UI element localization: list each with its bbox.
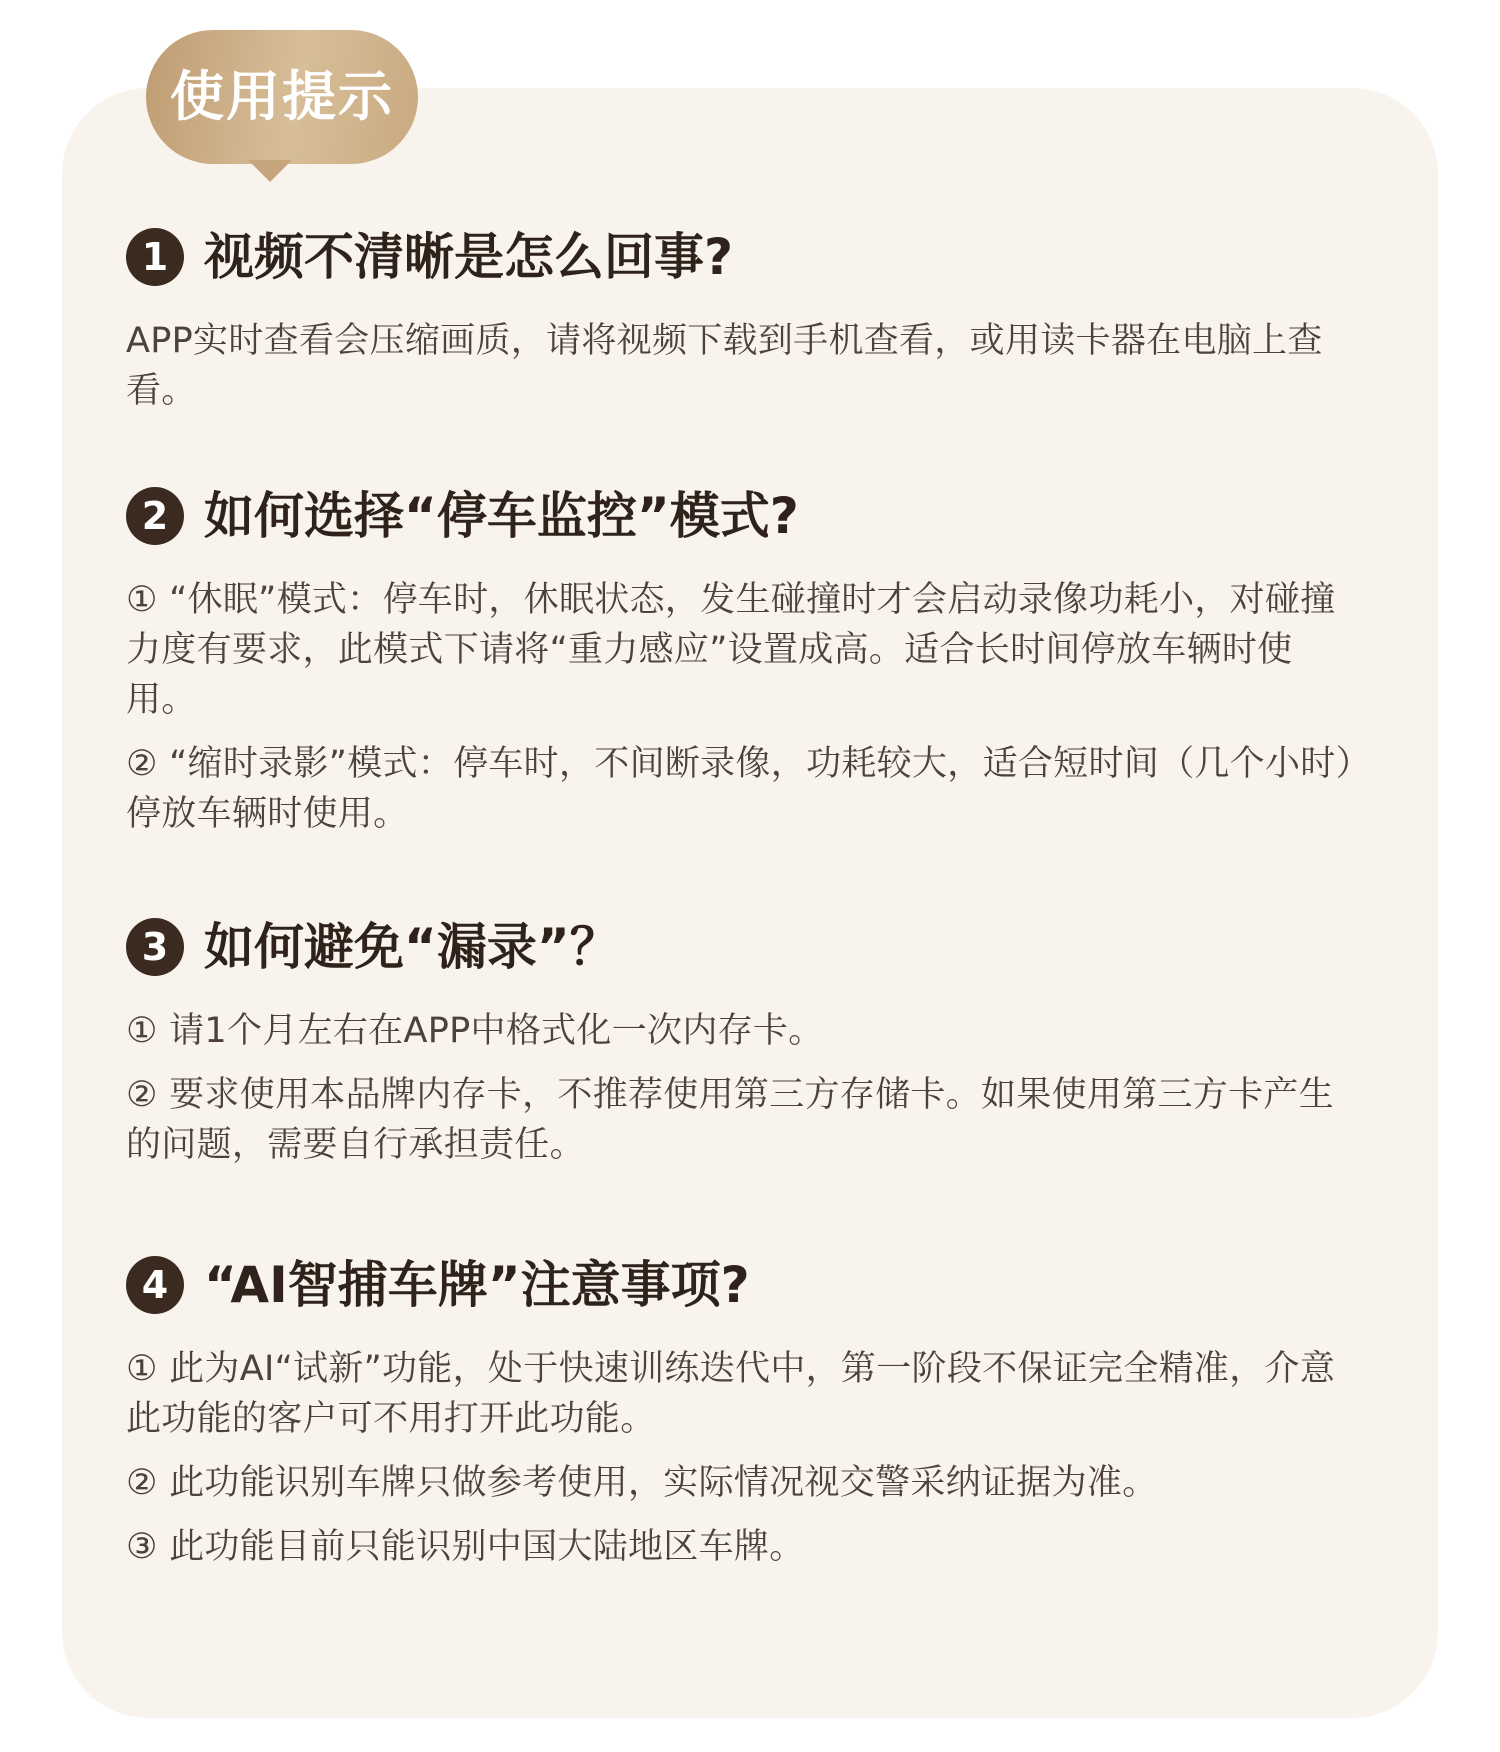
question-text: 视频不清晰是怎么回事? <box>204 228 734 286</box>
number-badge-4: 4 <box>126 1256 184 1314</box>
answer-text: ② 要求使用本品牌内存卡，不推荐使用第三方存储卡。如果使用第三方卡产生的问题，需要自行承担责任。 <box>126 1075 1335 1165</box>
answer-list <box>126 575 1356 839</box>
answer-list <box>126 1006 1356 1170</box>
answer-text: ② “缩时录影”模式：停车时，不间断录像，功耗较大，适合短时间（几个小时）停放车辆时使用。 <box>126 744 1354 834</box>
page-title: 使用提示 <box>170 65 394 128</box>
number-badge-2: 2 <box>126 487 184 545</box>
question-heading <box>126 222 1356 292</box>
question-text: 如何选择“停车监控”模式? <box>204 487 799 545</box>
question-text: 如何避免“漏录”？ <box>204 918 620 976</box>
answer-list <box>126 1344 1356 1572</box>
faq-section-4 <box>126 1250 1356 1572</box>
question-text: “AI智捕车牌”注意事项? <box>204 1256 750 1314</box>
number-badge-3: 3 <box>126 918 184 976</box>
title-badge <box>146 30 418 164</box>
answer-text: ① “休眠”模式：停车时，休眠状态，发生碰撞时才会启动录像功耗小，对碰撞力度有要求，此模式下请将“重力感应”设置成高。适合长时间停放车辆时使用。 <box>126 580 1336 720</box>
answer-text: ② 此功能识别车牌只做参考使用，实际情况视交警采纳证据为准。 <box>126 1463 1158 1503</box>
number-badge-1: 1 <box>126 228 184 286</box>
answer-text: ① 此为AI“试新”功能，处于快速训练迭代中，第一阶段不保证完全精准，介意此功能的客户可不用打开此功能。 <box>126 1349 1336 1439</box>
question-heading <box>126 481 1356 551</box>
question-heading <box>126 1250 1356 1320</box>
answer-text: ③ 此功能目前只能识别中国大陆地区车牌。 <box>126 1527 805 1567</box>
answer-list <box>126 316 1356 416</box>
question-heading <box>126 912 1356 982</box>
faq-section-3 <box>126 912 1356 1170</box>
answer-text: ① 请1个月左右在APP中格式化一次内存卡。 <box>126 1011 824 1051</box>
answer-text: APP实时查看会压缩画质，请将视频下载到手机查看，或用读卡器在电脑上查看。 <box>126 321 1323 411</box>
faq-section-1 <box>126 222 1356 416</box>
faq-section-2 <box>126 481 1356 839</box>
